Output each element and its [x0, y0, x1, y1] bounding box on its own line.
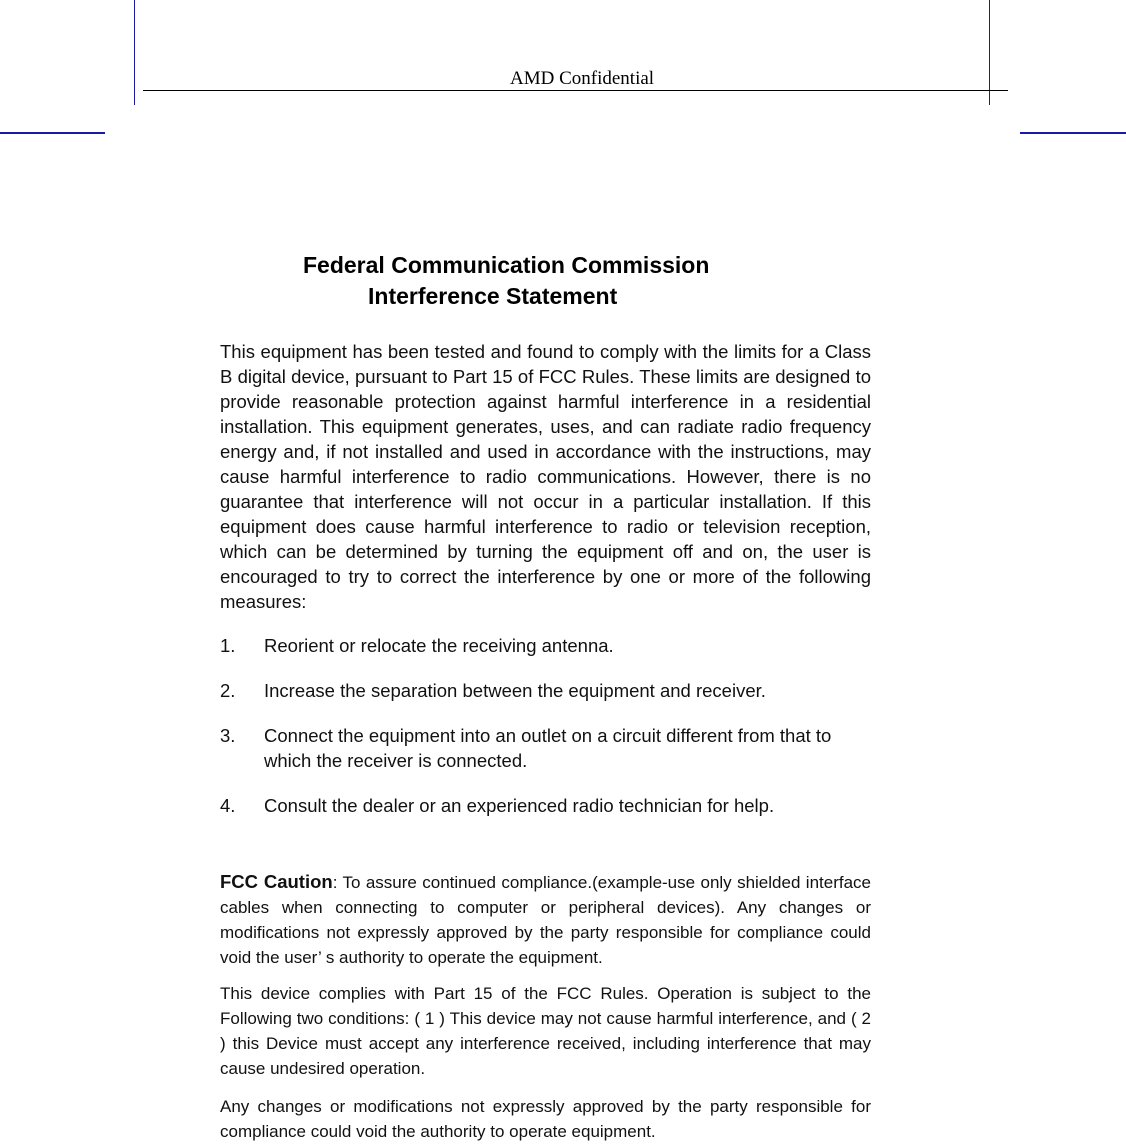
measure-item-3 — [220, 723, 871, 773]
intro-paragraph: This equipment has been tested and found to comply with the limits for a Class B digital device, pursuant to Part 15 of FCC Rules. These limits are designed to provide reasonable protection against harmful interference in a residential installation. This equipment generates, uses, and can radiate radio frequency energy and, if not installed and used in accordance with the instructions, may cause harmful interference to radio communications. However, there is no guarantee that interference will not occur in a particular installation. If this equipment does cause harmful interference to radio or television reception, which can be determined by turning the equipment off and on, the user is encouraged to try to correct the interference by one or more of the following measures: — [220, 341, 871, 612]
measure-number: 1. — [220, 635, 236, 656]
header-rule — [143, 90, 1008, 91]
measure-item-2 — [220, 678, 871, 703]
measure-item-4 — [220, 793, 871, 818]
measure-number: 2. — [220, 680, 236, 701]
measure-text: Consult the dealer or an experienced radio technician for help. — [264, 795, 775, 816]
fcc-caution-label: FCC Caution — [220, 871, 333, 892]
fcc-caution-text: : To assure continued compliance.(example-use only shielded interface cables when connecting to computer or peripheral devices). Any changes or modifications not expressly approved by the party responsible for compliance could void the user’ s authority to operate the equipment. — [220, 873, 871, 967]
header-confidential: AMD Confidential — [510, 68, 655, 89]
crop-mark-left-vertical — [134, 0, 135, 105]
measure-number: 3. — [220, 725, 236, 746]
measure-text: Reorient or relocate the receiving antenna. — [264, 635, 614, 656]
measure-item-1 — [220, 633, 871, 658]
measure-number: 4. — [220, 795, 236, 816]
measure-text: Increase the separation between the equipment and receiver. — [264, 680, 766, 701]
crop-mark-right-horizontal — [1020, 132, 1126, 134]
fcc-caution-paragraph — [220, 869, 871, 970]
page-title-line2: Interference Statement — [368, 283, 618, 309]
changes-paragraph: Any changes or modifications not expressly approved by the party responsible for compliance could void the authority to operate equipment. — [220, 1097, 871, 1141]
part15-paragraph: This device complies with Part 15 of the FCC Rules. Operation is subject to the Following two conditions: ( 1 ) This device may not cause harmful interference, and ( 2 ) this Device must accept any interference received, including interference that may cause undesired operation. — [220, 984, 871, 1078]
crop-mark-left-horizontal — [0, 132, 105, 134]
measure-text: Connect the equipment into an outlet on a circuit different from that to which the receiver is connected. — [264, 725, 832, 771]
page-title-line1: Federal Communication Commission — [303, 252, 710, 278]
